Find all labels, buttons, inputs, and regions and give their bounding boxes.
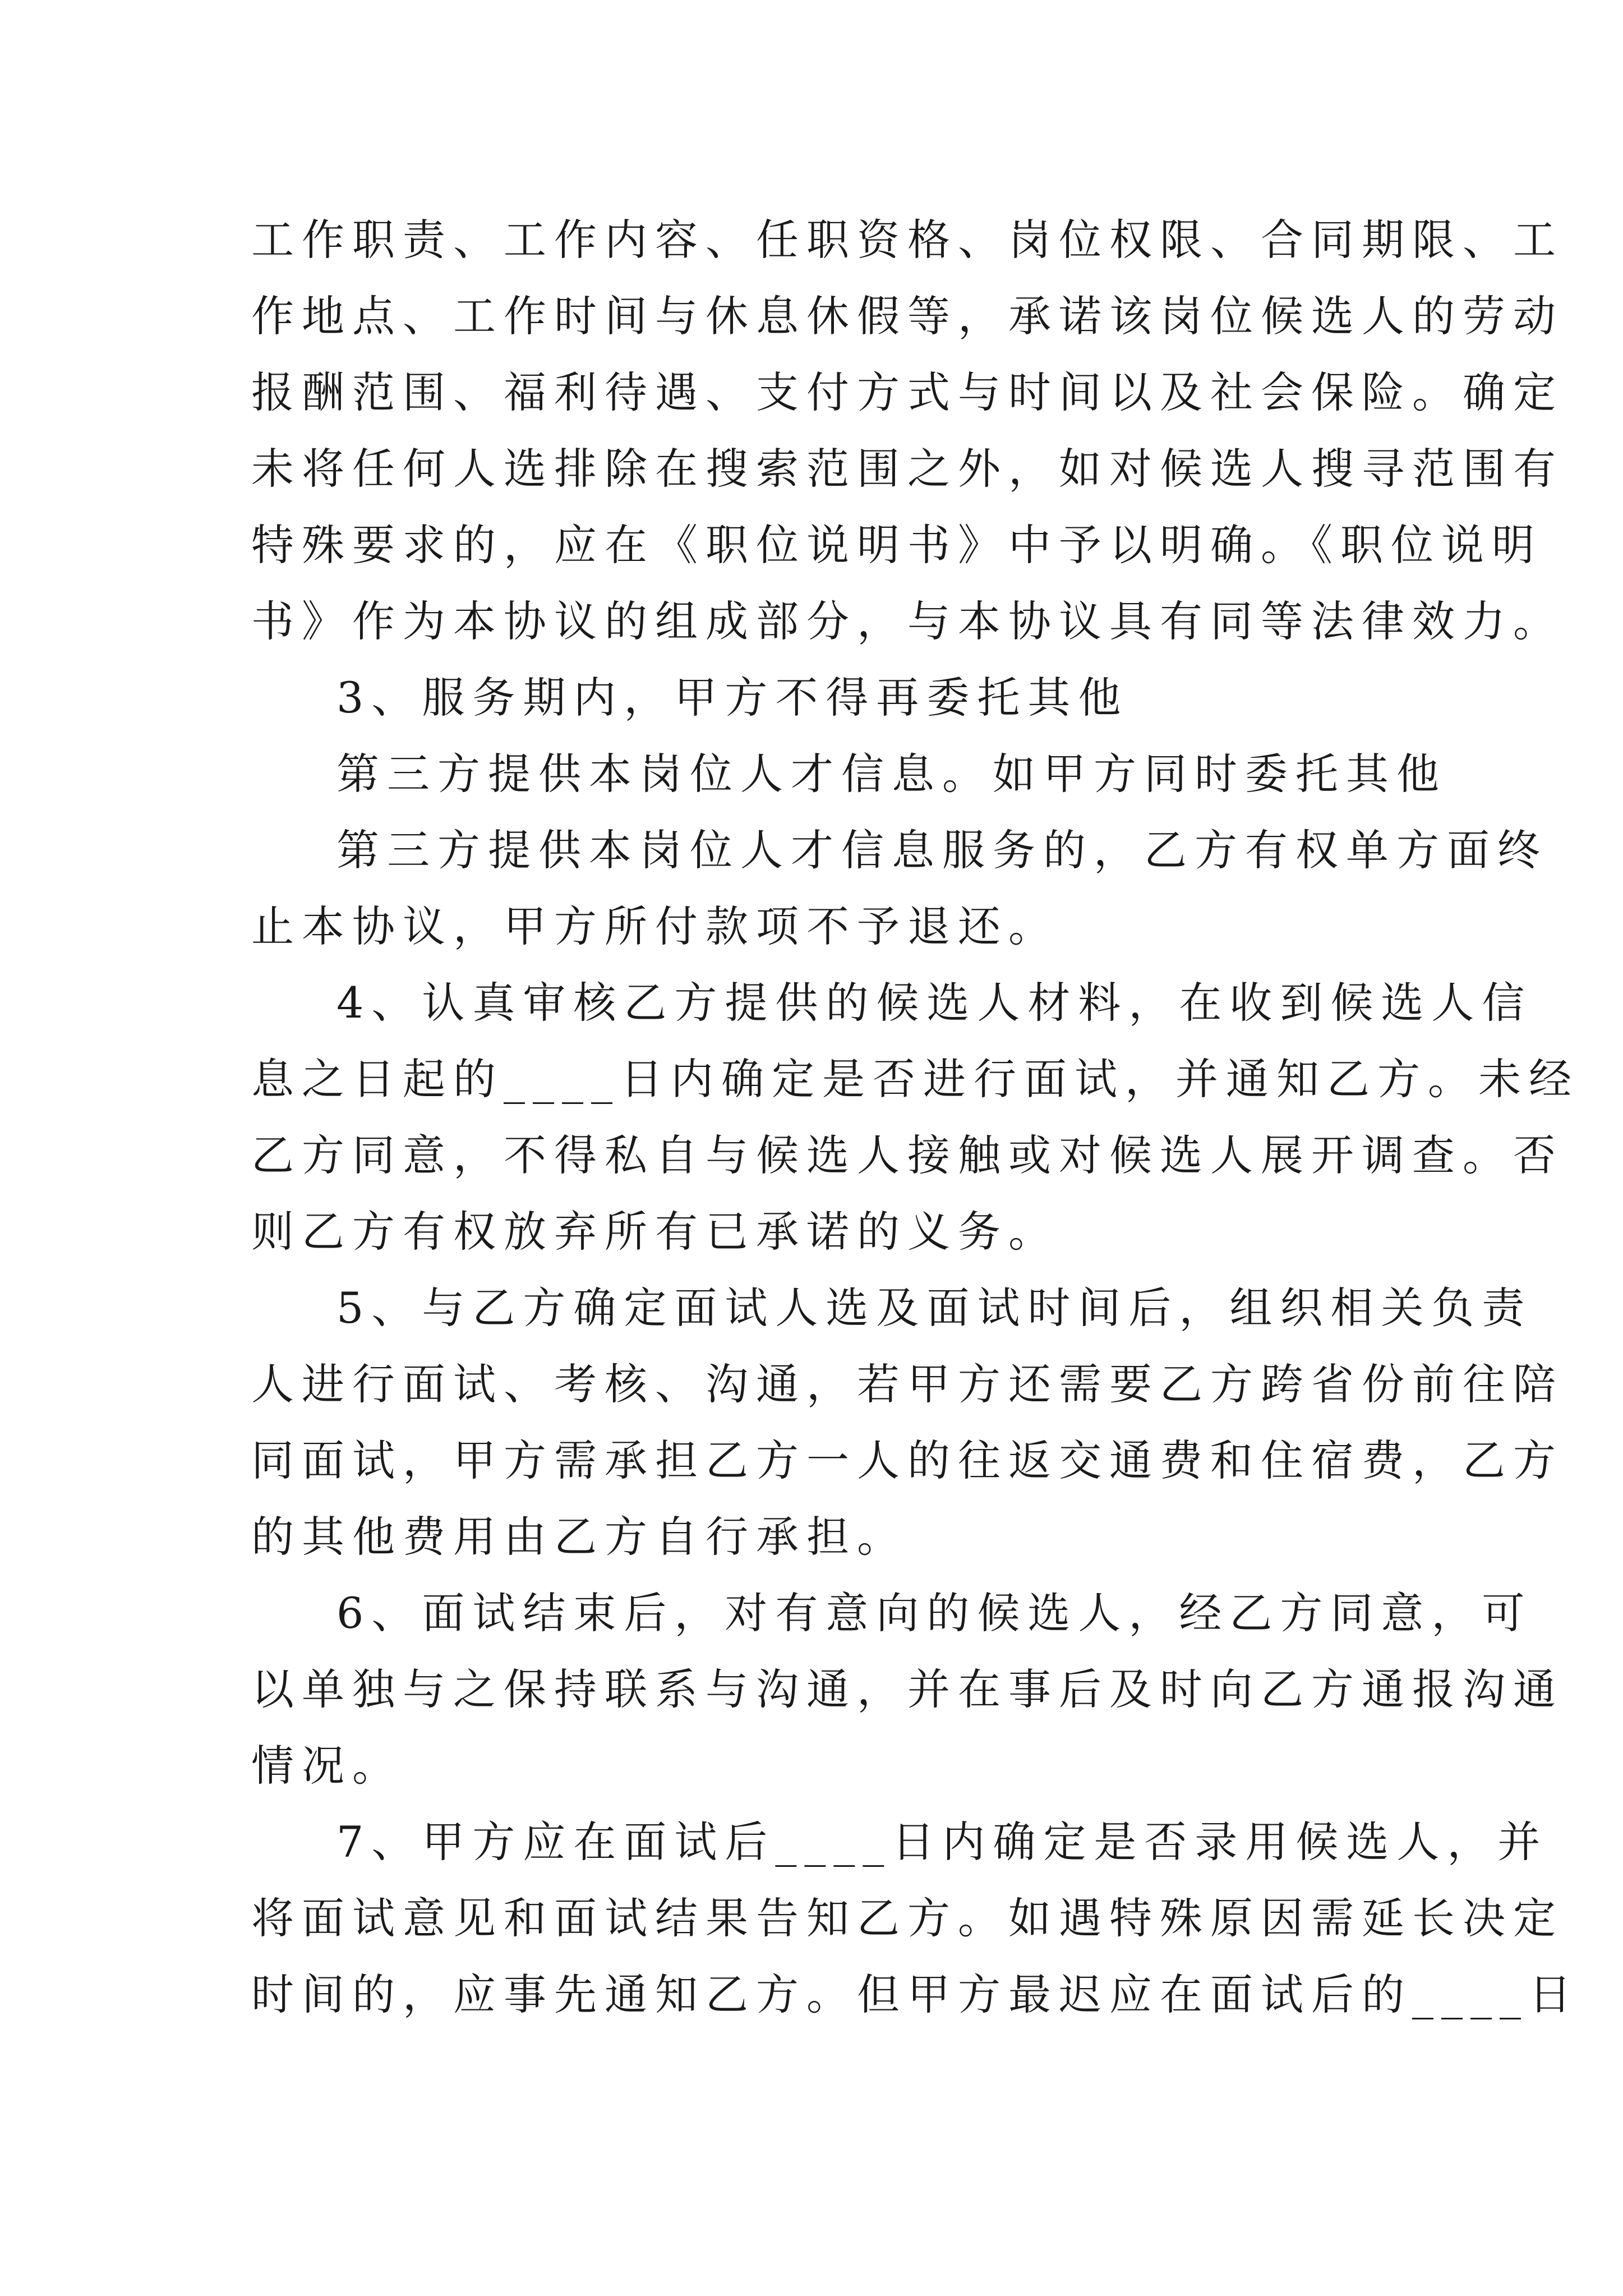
document-page [251, 202, 1579, 2033]
text-line: 书》作为本协议的组成部分，与本协议具有同等法律效力。 [251, 596, 1564, 646]
text-line: 同面试，甲方需承担乙方一人的往返交通费和住宿费，乙方 [251, 1435, 1564, 1485]
text-line: 未将任何人选排除在搜索范围之外，如对候选人搜寻范围有 [251, 444, 1564, 494]
text-line: 以单独与之保持联系与沟通，并在事后及时向乙方通报沟通 [251, 1664, 1564, 1714]
text-line: 工作职责、工作内容、任职资格、岗位权限、合同期限、工 [251, 215, 1564, 265]
text-line: 的其他费用由乙方自行承担。 [251, 1512, 907, 1562]
text-line: 息之日起的____日内确定是否进行面试，并通知乙方。未经 [251, 1054, 1579, 1104]
text-line: 将面试意见和面试结果告知乙方。如遇特殊原因需延长决定 [251, 1893, 1564, 1943]
paragraph-3-start: 3、服务期内，甲方不得再委托其他 [336, 673, 1129, 723]
text-line: 情况。 [251, 1741, 403, 1791]
text-line: 作地点、工作时间与休息休假等，承诺该岗位候选人的劳动 [251, 291, 1564, 341]
paragraph-4-start: 4、认真审核乙方提供的候选人材料，在收到候选人信 [336, 978, 1533, 1028]
paragraph-7-start: 7、甲方应在面试后____日内确定是否录用候选人，并 [336, 1817, 1548, 1867]
text-line: 第三方提供本岗位人才信息。如甲方同时委托其他 [336, 749, 1447, 799]
text-line: 则乙方有权放弃所有已承诺的义务。 [251, 1207, 1059, 1257]
text-line: 时间的，应事先通知乙方。但甲方最迟应在面试后的____日 [251, 1970, 1579, 2019]
text-line: 报酬范围、福利待遇、支付方式与时间以及社会保险。确定 [251, 367, 1564, 417]
text-line: 乙方同意，不得私自与候选人接触或对候选人展开调查。否 [251, 1130, 1564, 1180]
paragraph-5-start: 5、与乙方确定面试人选及面试时间后，组织相关负责 [336, 1283, 1533, 1333]
paragraph-6-start: 6、面试结束后，对有意向的候选人，经乙方同意，可 [336, 1588, 1533, 1638]
text-line: 人进行面试、考核、沟通，若甲方还需要乙方跨省份前往陪 [251, 1359, 1564, 1409]
text-line: 特殊要求的，应在《职位说明书》中予以明确。《职位说明 [251, 520, 1542, 570]
text-line: 第三方提供本岗位人才信息服务的，乙方有权单方面终 [336, 825, 1548, 875]
text-line: 止本协议，甲方所付款项不予退还。 [251, 901, 1059, 951]
